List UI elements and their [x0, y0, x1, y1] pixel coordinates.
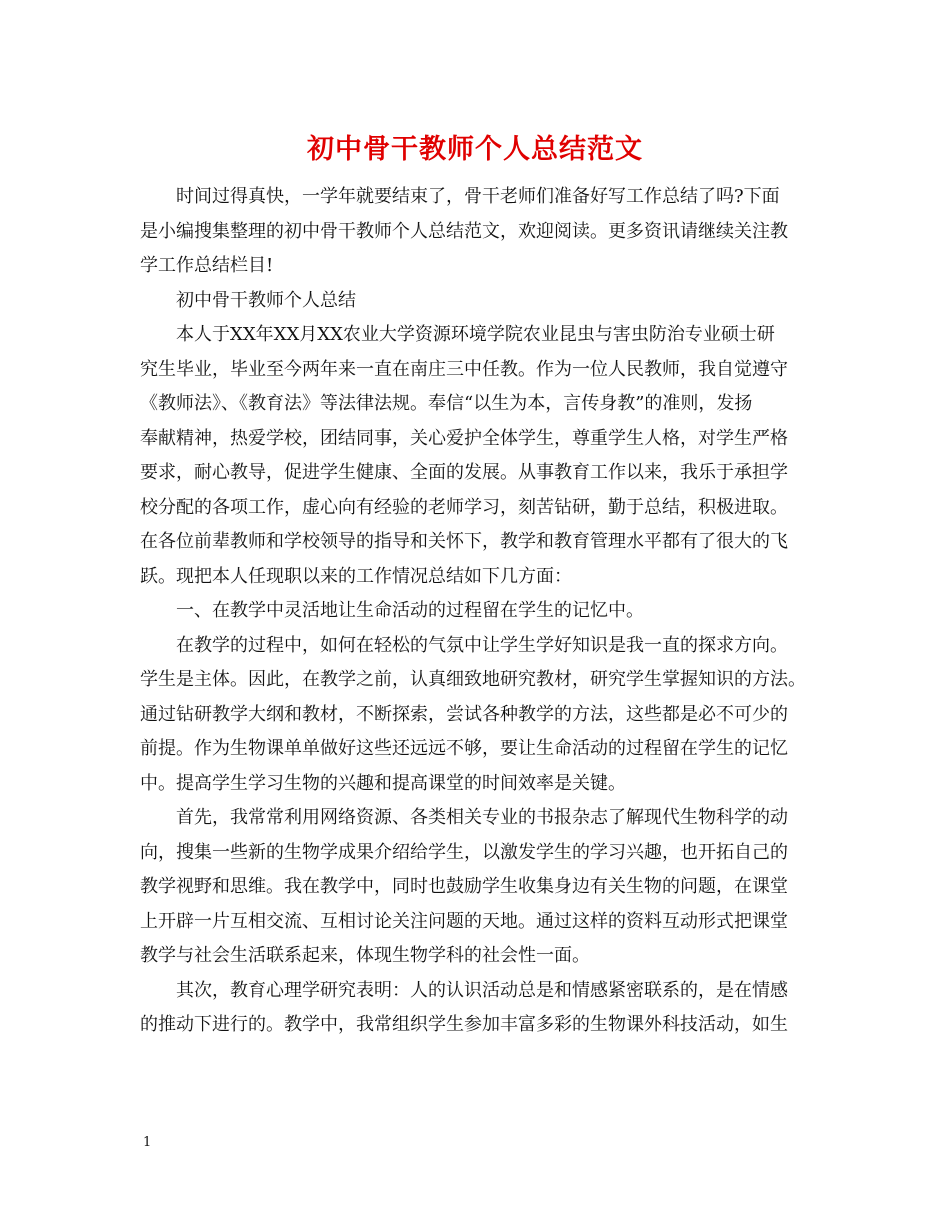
text-line: 是小编搜集整理的初中骨干教师个人总结范文，欢迎阅读。更多资讯请继续关注教 [140, 220, 788, 242]
text-line: 初中骨干教师个人总结 [176, 289, 356, 311]
text-line: 究生毕业，毕业至今两年来一直在南庄三中任教。作为一位人民教师，我自觉遵守 [140, 358, 788, 380]
text-line: 在各位前辈教师和学校领导的指导和关怀下，教学和教育管理水平都有了很大的飞 [140, 531, 788, 552]
text-line: 教学视野和思维。我在教学中，同时也鼓励学生收集身边有关生物的问题，在课堂 [140, 876, 788, 897]
text-line: 学工作总结栏目! [140, 255, 274, 276]
text-line: 教学与社会生活联系起来，体现生物学科的社会性一面。 [140, 945, 590, 966]
text-line: 奉献精神，热爱学校，团结同事，关心爱护全体学生，尊重学生人格，对学生严格 [140, 427, 788, 449]
text-line: 首先，我常常利用网络资源、各类相关专业的书报杂志了解现代生物科学的动 [176, 807, 788, 828]
text-line: 向，搜集一些新的生物学成果介绍给学生，以激发学生的学习兴趣，也开拓自己的 [140, 841, 788, 863]
page-number: 1 [143, 1135, 152, 1150]
text-line: 其次，教育心理学研究表明：人的认识活动总是和情感紧密联系的，是在情感 [176, 979, 788, 1001]
text-line: 一、在教学中灵活地让生命活动的过程留在学生的记忆中。 [176, 600, 644, 621]
text-line: 要求，耐心教导，促进学生健康、全面的发展。从事教育工作以来，我乐于承担学 [140, 462, 788, 483]
text-line: 通过钻研教学大纲和教材，不断探索，尝试各种教学的方法，这些都是必不可少的 [140, 703, 788, 725]
text-line: 时间过得真快，一学年就要结束了，骨干老师们准备好写工作总结了吗?下面 [176, 186, 780, 207]
text-line: 跃。现把本人任现职以来的工作情况总结如下几方面： [140, 565, 572, 587]
text-line: 上开辟一片互相交流、互相讨论关注问题的天地。通过这样的资料互动形式把课堂 [140, 910, 788, 932]
text-line: 校分配的各项工作，虚心向有经验的老师学习，刻苦钻研，勤于总结，积极进取。 [140, 496, 788, 518]
page-title: 初中骨干教师个人总结范文 [307, 134, 643, 165]
text-line: 《教师法》、《教育法》等法律法规。奉信“以生为本，言传身教”的准则，发扬 [140, 393, 753, 414]
text-line: 的推动下进行的。教学中，我常组织学生参加丰富多彩的生物课外科技活动，如生 [140, 1014, 788, 1035]
text-line: 在教学的过程中，如何在轻松的气氛中让学生学好知识是我一直的探求方向。 [176, 634, 788, 656]
text-line: 前提。作为生物课单单做好这些还远远不够，要让生命活动的过程留在学生的记忆 [140, 738, 788, 759]
text-line: 本人于XX年XX月XX农业大学资源环境学院农业昆虫与害虫防治专业硕士研 [176, 324, 775, 345]
text-line: 学生是主体。因此，在教学之前，认真细致地研究教材，研究学生掌握知识的方法。 [140, 669, 806, 690]
text-line: 中。提高学生学习生物的兴趣和提高课堂的时间效率是关键。 [140, 772, 626, 794]
document-body [140, 180, 815, 1043]
